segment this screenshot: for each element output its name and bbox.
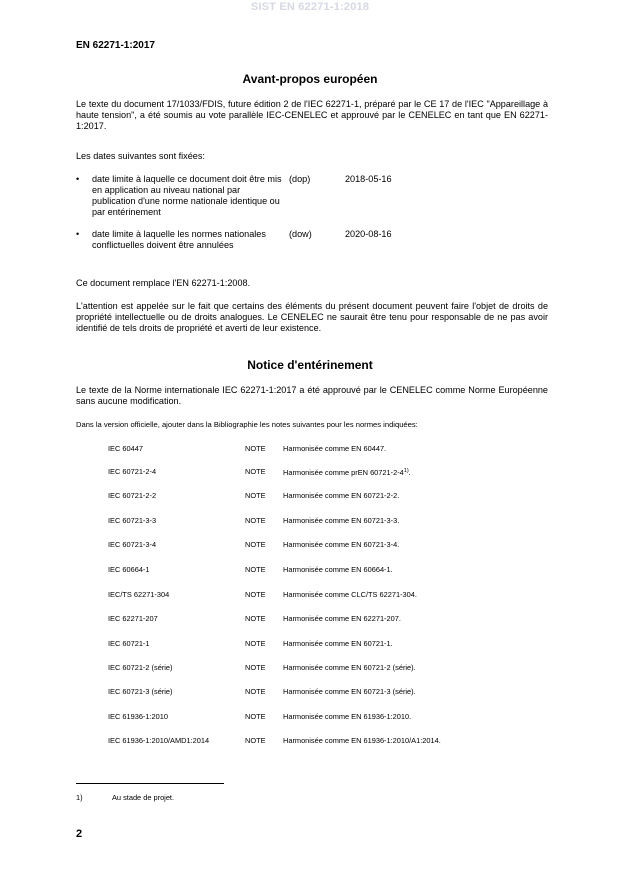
note-standard: IEC 60721-2-4	[108, 467, 157, 476]
note-text-suffix: .	[408, 468, 411, 477]
note-text: Harmonisée comme EN 60721-3 (série).	[283, 687, 416, 696]
note-label: NOTE	[245, 712, 266, 721]
note-label: NOTE	[245, 736, 266, 745]
bullet: •	[76, 229, 80, 239]
note-text: Harmonisée comme EN 60721-2 (série).	[283, 663, 416, 672]
note-text-with-ref	[283, 467, 411, 477]
endorsement-title: Notice d'entérinement	[247, 358, 373, 372]
note-text: Harmonisée comme CLC/TS 62271-304.	[283, 590, 417, 599]
note-standard: IEC 61936-1:2010	[108, 712, 168, 721]
date-item-text: date limite à laquelle ce document doit être mis en application au niveau national par publication d'une norme nationale identique ou par entérinement	[92, 174, 282, 217]
date-item-code: (dow)	[289, 229, 312, 239]
note-standard: IEC/TS 62271-304	[108, 590, 170, 599]
note-standard: IEC 60664-1	[108, 565, 150, 574]
footnote-ref: 1)	[403, 468, 409, 474]
note-text: Harmonisée comme EN 61936-1:2010/A1:2014.	[283, 736, 441, 745]
dates-intro: Les dates suivantes sont fixées:	[76, 151, 205, 161]
note-standard: IEC 60447	[108, 444, 143, 453]
note-text: Harmonisée comme EN 60721-3-4.	[283, 540, 400, 549]
date-item-date: 2018-05-16	[345, 174, 392, 184]
note-standard: IEC 60721-2 (série)	[108, 663, 173, 672]
note-standard: IEC 60721-3-4	[108, 540, 157, 549]
note-label: NOTE	[245, 565, 266, 574]
replaces-statement: Ce document remplace l'EN 62271-1:2008.	[76, 278, 251, 288]
note-standard: IEC 60721-2-2	[108, 491, 157, 500]
note-text: Harmonisée comme EN 60721-3-3.	[283, 516, 400, 525]
note-label: NOTE	[245, 614, 266, 623]
note-label: NOTE	[245, 590, 266, 599]
note-label: NOTE	[245, 540, 266, 549]
foreword-intro: Le texte du document 17/1033/FDIS, future édition 2 de l'IEC 62271-1, préparé par le CE 17 de l'IEC "Appareillage à haute tension", a été soumis au vote parallèle IEC-CENELEC et approuvé par le CENELEC en tant que EN 62271-1:2017.	[76, 99, 548, 131]
note-label: NOTE	[245, 663, 266, 672]
note-text: Harmonisée comme prEN 60721-2-4	[283, 468, 404, 477]
bibliography-intro: Dans la version officielle, ajouter dans la Bibliographie les notes suivantes pour les normes indiquées:	[76, 420, 418, 429]
note-label: NOTE	[245, 444, 266, 453]
date-item-date: 2020-08-16	[345, 229, 392, 239]
note-text: Harmonisée comme EN 62271-207.	[283, 614, 401, 623]
note-label: NOTE	[245, 687, 266, 696]
footnote-divider	[76, 783, 224, 784]
note-text: Harmonisée comme EN 60721-1.	[283, 639, 393, 648]
note-standard: IEC 62271-207	[108, 614, 158, 623]
page-number: 2	[76, 828, 83, 840]
note-text: Harmonisée comme EN 60447.	[283, 444, 387, 453]
date-item-text: date limite à laquelle les normes nationales conflictuelles doivent être annulées	[92, 229, 266, 250]
note-standard: IEC 61936-1:2010/AMD1:2014	[108, 736, 210, 745]
footnote-text: Au stade de projet.	[112, 793, 175, 802]
footnote-mark: 1)	[76, 793, 83, 802]
note-label: NOTE	[245, 467, 266, 476]
document-id: EN 62271-1:2017	[76, 40, 155, 51]
note-standard: IEC 60721-3-3	[108, 516, 157, 525]
attention-statement: L'attention est appelée sur le fait que certains des éléments du présent document peuvent faire l'objet de droits de propriété intellectuelle ou de droits analogues. Le CENELEC ne saurait être tenu pour responsable de ne pas avoir identifié de tels droits de propriété et averti de leur existence.	[76, 301, 548, 333]
endorsement-intro: Le texte de la Norme internationale IEC 62271-1:2017 a été approuvé par le CENELEC comme Norme Européenne sans aucune modification.	[76, 385, 548, 406]
note-text: Harmonisée comme EN 60721-2-2.	[283, 491, 400, 500]
watermark: SIST EN 62271-1:2018	[250, 1, 370, 13]
note-text: Harmonisée comme EN 60664-1.	[283, 565, 393, 574]
note-text: Harmonisée comme EN 61936-1:2010.	[283, 712, 412, 721]
foreword-title: Avant-propos européen	[242, 72, 378, 86]
bullet: •	[76, 174, 80, 184]
note-label: NOTE	[245, 639, 266, 648]
date-item-code: (dop)	[289, 174, 311, 184]
note-label: NOTE	[245, 516, 266, 525]
note-label: NOTE	[245, 491, 266, 500]
note-standard: IEC 60721-1	[108, 639, 150, 648]
note-standard: IEC 60721-3 (série)	[108, 687, 173, 696]
